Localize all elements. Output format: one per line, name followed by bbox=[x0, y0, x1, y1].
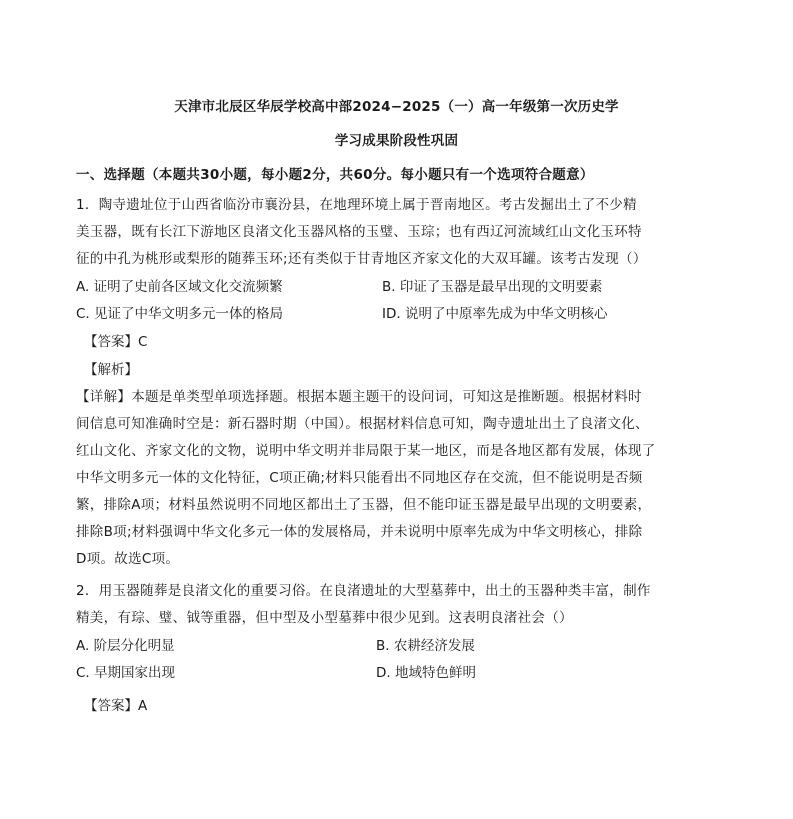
q1-stem-line: 征的中孔为桃形或梨形的随葬玉环;还有类似于甘青地区齐家文化的大双耳罐。该考古发现（） bbox=[76, 251, 647, 267]
q2-answer: 【答案】A bbox=[84, 698, 148, 714]
q1-option-b: B. 印证了玉器是最早出现的文明要素 bbox=[382, 279, 603, 295]
q1-detail-line: 繁，排除A项；材料虽然说明不同地区都出土了玉器，但不能印证玉器是最早出现的文明要素， bbox=[76, 497, 652, 513]
q2-stem-line: 精美，有琮、璧、钺等重器，但中型及小型墓葬中很少见到。这表明良渚社会（） bbox=[76, 610, 573, 626]
q2-option-d: D. 地域特色鲜明 bbox=[376, 665, 476, 681]
q2-option-b: B. 农耕经济发展 bbox=[376, 638, 475, 654]
q1-option-d: ID. 说明了中原率先成为中华文明核心 bbox=[382, 306, 608, 322]
q1-detail-line: D项。故选C项。 bbox=[76, 551, 180, 567]
section-heading: 一、选择题（本题共30小题，每小题2分，共60分。每小题只有一个选项符合题意） bbox=[76, 167, 594, 183]
document-title: 天津市北辰区华辰学校高中部2024−2025（一）高一年级第一次历史学 bbox=[174, 99, 619, 115]
q1-detail-line: 中华文明多元一体的文化特征，C项正确;材料只能看出不同地区存在交流，但不能说明是否频 bbox=[76, 470, 643, 486]
q1-detail-line: 【详解】本题是单类型单项选择题。根据本题主题干的设问词，可知这是推断题。根据材料时 bbox=[76, 389, 642, 405]
q2-stem-line: 2．用玉器随葬是良渚文化的重要习俗。在良渚遗址的大型墓葬中，出土的玉器种类丰富，制作 bbox=[76, 583, 651, 599]
q2-option-c: C. 早期国家出现 bbox=[76, 665, 176, 681]
q1-option-a: A. 证明了史前各区域文化交流频繁 bbox=[76, 279, 283, 295]
q1-stem-line: 1．陶寺遗址位于山西省临汾市襄汾县，在地理环境上属于晋南地区。考古发掘出土了不少精 bbox=[76, 197, 637, 213]
q1-analysis-label: 【解析】 bbox=[84, 362, 138, 378]
q2-option-a: A. 阶层分化明显 bbox=[76, 638, 175, 654]
q1-detail-line: 红山文化、齐家文化的文物，说明中华文明并非局限于某一地区，而是各地区都有发展，体现了 bbox=[76, 443, 656, 459]
q1-detail-line: 排除B项;材料强调中华文化多元一体的发展格局，并未说明中原率先成为中华文明核心，排除 bbox=[76, 524, 643, 540]
q1-answer: 【答案】C bbox=[84, 334, 148, 350]
q1-stem-line: 美玉器，既有长江下游地区良渚文化玉器风格的玉璧、玉琮；也有西辽河流域红山文化玉环特 bbox=[76, 224, 642, 240]
q1-detail-line: 间信息可知准确时空是：新石器时期（中国）。根据材料信息可知，陶寺遗址出土了良渚文化、 bbox=[76, 416, 649, 432]
document-subtitle: 学习成果阶段性巩固 bbox=[334, 133, 459, 149]
q1-option-c: C. 见证了中华文明多元一体的格局 bbox=[76, 306, 284, 322]
